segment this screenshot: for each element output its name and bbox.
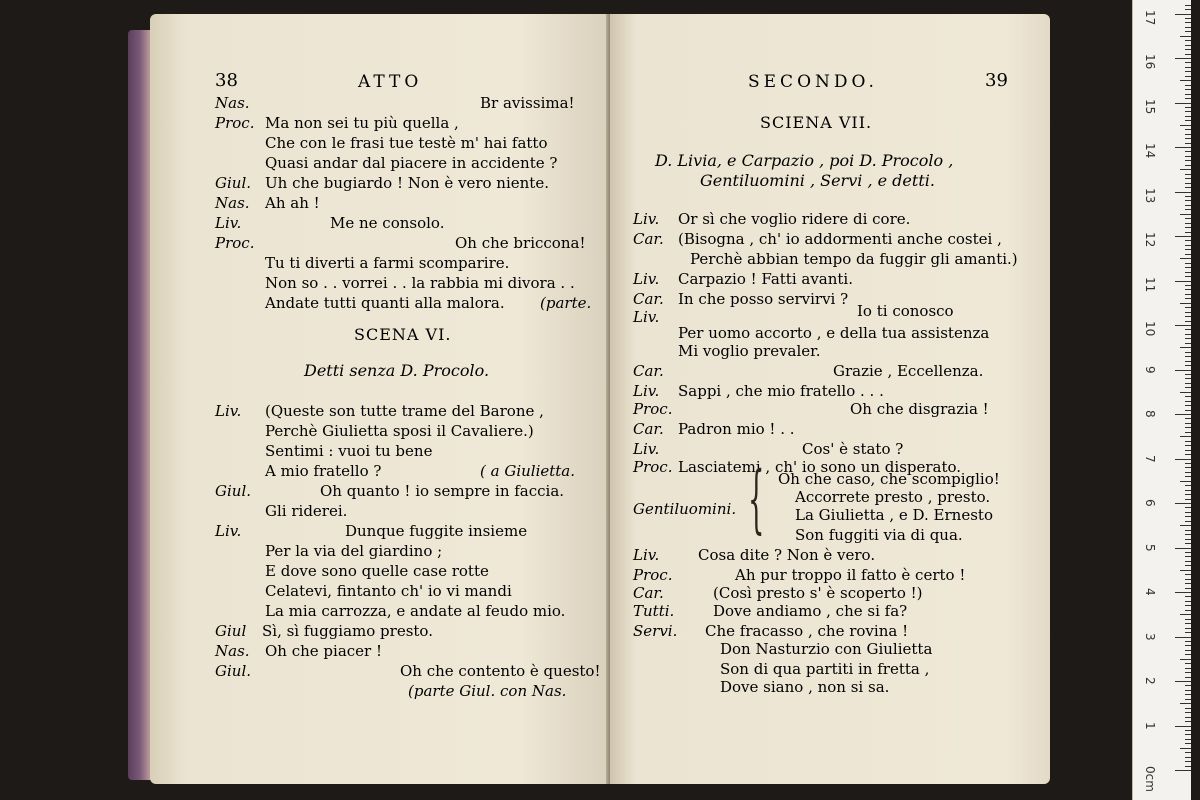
ruler-tick (1185, 521, 1191, 522)
ruler-tick (1180, 258, 1191, 259)
ruler-tick (1185, 343, 1191, 344)
ruler-tick (1175, 58, 1191, 59)
stage-direction: (parte. (540, 294, 592, 312)
ruler-number: 6 (1143, 499, 1157, 507)
verse-line: Cos' è stato ? (802, 440, 904, 458)
verse-line: Oh che disgrazia ! (850, 400, 989, 418)
ruler-tick (1185, 441, 1191, 442)
ruler-tick (1185, 445, 1191, 446)
speaker: Proc. (633, 566, 673, 584)
ruler-tick (1175, 592, 1191, 593)
ruler-number: 14 (1143, 143, 1157, 159)
ruler-tick (1185, 619, 1191, 620)
verse-line: Br avissima! (480, 94, 575, 112)
ruler-number: 4 (1143, 588, 1157, 596)
ruler-tick (1185, 663, 1191, 664)
verse-line: Ma non sei tu più quella , (265, 114, 459, 132)
speaker: Nas. (215, 194, 250, 212)
ruler-tick (1185, 405, 1191, 406)
ruler-tick (1185, 699, 1191, 700)
verse-line: Don Nasturzio con Giulietta (720, 640, 933, 658)
ruler-tick (1185, 285, 1191, 286)
ruler-tick (1185, 672, 1191, 673)
ruler-tick (1175, 147, 1191, 148)
ruler-tick (1180, 169, 1191, 170)
ruler-tick (1180, 481, 1191, 482)
verse-line: La Giulietta , e D. Ernesto (795, 506, 993, 524)
ruler-tick (1185, 565, 1191, 566)
ruler-tick (1180, 748, 1191, 749)
speaker: Car. (633, 584, 664, 602)
ruler-tick (1185, 450, 1191, 451)
ruler-tick (1185, 534, 1191, 535)
ruler-tick (1185, 54, 1191, 55)
speaker: Liv. (633, 210, 660, 228)
ruler-tick (1185, 418, 1191, 419)
ruler-tick (1185, 143, 1191, 144)
ruler-tick (1185, 752, 1191, 753)
ruler-tick (1180, 570, 1191, 571)
ruler-tick (1185, 263, 1191, 264)
ruler-tick (1185, 387, 1191, 388)
ruler-tick (1185, 209, 1191, 210)
ruler-tick (1185, 516, 1191, 517)
verse-line: Dove siano , non si sa. (720, 678, 890, 696)
ruler-tick (1185, 690, 1191, 691)
verse-line: (Bisogna , ch' io addormenti anche costei , (678, 230, 1002, 248)
ruler-tick (1185, 196, 1191, 197)
ruler-number: 12 (1143, 232, 1157, 248)
ruler-tick (1185, 556, 1191, 557)
ruler-tick (1185, 31, 1191, 32)
chorus-speaker: Gentiluomini. (633, 500, 737, 518)
ruler-tick (1185, 761, 1191, 762)
ruler-tick (1185, 67, 1191, 68)
ruler-tick (1185, 596, 1191, 597)
ruler-tick (1185, 85, 1191, 86)
ruler-number: 3 (1143, 632, 1157, 641)
verse-line: Oh che piacer ! (265, 642, 383, 660)
brace: { (748, 456, 765, 542)
left-running-head: ATTO (358, 72, 423, 92)
ruler-tick (1185, 240, 1191, 241)
ruler-number: 7 (1143, 454, 1157, 463)
ruler-tick (1185, 356, 1191, 357)
ruler-tick (1185, 232, 1191, 233)
ruler-number: 2 (1143, 677, 1157, 685)
verse-line: Sentimi : vuoi tu bene (265, 442, 433, 460)
ruler-tick (1185, 111, 1191, 112)
ruler-tick (1185, 485, 1191, 486)
verse-line: Uh che bugiardo ! Non è vero niente. (265, 174, 549, 192)
ruler-tick (1185, 276, 1191, 277)
verse-line: Sappi , che mio fratello . . . (678, 382, 884, 400)
ruler-number: 10 (1143, 321, 1157, 337)
verse-line: Gli riderei. (265, 502, 348, 520)
verse-line: Mi voglio prevaler. (678, 342, 821, 360)
ruler-tick (1185, 432, 1191, 433)
ruler-tick (1185, 227, 1191, 228)
ruler-tick (1185, 107, 1191, 108)
ruler-tick (1185, 427, 1191, 428)
verse-line: Lasciatemi , ch' io sono un disperato. (678, 458, 962, 476)
ruler-tick (1175, 548, 1191, 549)
ruler-tick (1185, 610, 1191, 611)
ruler-tick (1185, 129, 1191, 130)
ruler-tick (1185, 650, 1191, 651)
ruler-tick (1185, 601, 1191, 602)
ruler-tick (1185, 743, 1191, 744)
scene-subtitle: Gentiluomini , Servi , e detti. (700, 171, 935, 190)
ruler-tick (1180, 36, 1191, 37)
verse-line: Per la via del giardino ; (265, 542, 443, 560)
ruler-number: 0cm (1143, 766, 1157, 792)
ruler-tick (1185, 396, 1191, 397)
ruler-number: 17 (1143, 9, 1157, 25)
ruler-tick (1180, 303, 1191, 304)
ruler-tick (1185, 223, 1191, 224)
ruler-tick (1185, 49, 1191, 50)
ruler-number: 1 (1143, 721, 1157, 730)
ruler-tick (1175, 726, 1191, 727)
speaker: Liv. (633, 440, 660, 458)
ruler-tick (1185, 641, 1191, 642)
verse-line: Perchè abbian tempo da fuggir gli amanti.) (690, 250, 1018, 268)
ruler-tick (1185, 757, 1191, 758)
speaker: Giul. (215, 662, 252, 680)
ruler-tick (1175, 236, 1191, 237)
speaker: Liv. (633, 308, 660, 326)
ruler-tick (1185, 338, 1191, 339)
ruler-tick (1185, 654, 1191, 655)
ruler-tick (1185, 134, 1191, 135)
verse-line: Grazie , Eccellenza. (833, 362, 984, 380)
ruler-tick (1185, 218, 1191, 219)
ruler-number: 5 (1143, 543, 1157, 552)
verse-line: Non so . . vorrei . . la rabbia mi divora . . (265, 274, 575, 292)
ruler-tick (1185, 543, 1191, 544)
ruler-tick (1180, 703, 1191, 704)
verse-line: Oh che contento è questo! (400, 662, 601, 680)
ruler-tick (1185, 98, 1191, 99)
speaker: Car. (633, 420, 664, 438)
ruler-tick (1185, 708, 1191, 709)
ruler-tick (1185, 694, 1191, 695)
ruler-tick (1175, 281, 1191, 282)
verse-line: Ah ah ! (265, 194, 320, 212)
ruler-tick (1185, 352, 1191, 353)
left-page-number: 38 (215, 70, 238, 91)
speaker: Nas. (215, 94, 250, 112)
verse-line: Oh quanto ! io sempre in faccia. (320, 482, 565, 500)
ruler-tick (1185, 383, 1191, 384)
right-running-head: SECONDO. (748, 72, 878, 92)
speaker: Proc. (633, 458, 673, 476)
ruler-tick (1180, 436, 1191, 437)
ruler-tick (1185, 316, 1191, 317)
ruler-tick (1185, 89, 1191, 90)
speaker: Liv. (215, 522, 242, 540)
ruler-tick (1185, 27, 1191, 28)
ruler-tick (1185, 423, 1191, 424)
speaker: Proc. (633, 400, 673, 418)
ruler-tick (1175, 503, 1191, 504)
ruler-tick (1185, 668, 1191, 669)
ruler-tick (1185, 374, 1191, 375)
ruler-tick (1180, 614, 1191, 615)
verse-line: Ah pur troppo il fatto è certo ! (735, 566, 966, 584)
verse-line: Tu ti diverti a farmi scomparire. (265, 254, 510, 272)
verse-line: Che fracasso , che rovina ! (705, 622, 909, 640)
verse-line: Accorrete presto , presto. (795, 488, 991, 506)
speaker: Giul. (215, 482, 252, 500)
verse-line: Che con le frasi tue testè m' hai fatto (265, 134, 548, 152)
ruler-tick (1180, 80, 1191, 81)
ruler-tick (1185, 512, 1191, 513)
verse-line: Son fuggiti via di qua. (795, 526, 963, 544)
scene-subtitle: D. Livia, e Carpazio , poi D. Procolo , (655, 151, 954, 170)
ruler-tick (1185, 490, 1191, 491)
ruler-tick (1185, 174, 1191, 175)
ruler-tick (1185, 200, 1191, 201)
ruler-tick (1185, 539, 1191, 540)
ruler-tick (1185, 677, 1191, 678)
ruler-tick (1185, 160, 1191, 161)
ruler-tick (1185, 583, 1191, 584)
speaker: Proc. (215, 234, 255, 252)
ruler-tick (1180, 125, 1191, 126)
ruler-tick (1175, 770, 1191, 771)
ruler-tick (1185, 18, 1191, 19)
ruler-tick (1175, 681, 1191, 682)
ruler-tick (1185, 552, 1191, 553)
verse-line: Me ne consolo. (330, 214, 445, 232)
verse-line: Perchè Giulietta sposi il Cavaliere.) (265, 422, 534, 440)
ruler-tick (1185, 5, 1191, 6)
verse-line: Cosa dite ? Non è vero. (698, 546, 876, 564)
ruler-tick (1185, 579, 1191, 580)
verse-line: Celatevi, fintanto ch' io vi mandi (265, 582, 512, 600)
ruler-tick (1185, 40, 1191, 41)
ruler-tick (1185, 22, 1191, 23)
ruler-tick (1185, 632, 1191, 633)
verse-line: Oh che briccona! (455, 234, 586, 252)
ruler-tick (1185, 721, 1191, 722)
ruler-tick (1185, 205, 1191, 206)
ruler-tick (1185, 289, 1191, 290)
ruler-tick (1185, 267, 1191, 268)
speaker: Liv. (215, 402, 242, 420)
ruler-tick (1185, 329, 1191, 330)
verse-line: Dunque fuggite insieme (345, 522, 528, 540)
scene-subtitle: Detti senza D. Procolo. (304, 361, 490, 380)
verse-line: Andate tutti quanti alla malora. (265, 294, 505, 312)
ruler-tick (1185, 249, 1191, 250)
speaker: Giul. (215, 174, 252, 192)
ruler-tick (1185, 165, 1191, 166)
ruler-tick (1185, 628, 1191, 629)
speaker: Car. (633, 362, 664, 380)
ruler-tick (1185, 588, 1191, 589)
speaker: Nas. (215, 642, 250, 660)
ruler-tick (1185, 454, 1191, 455)
ruler-tick (1175, 192, 1191, 193)
speaker: Proc. (215, 114, 255, 132)
verse-line: Oh che caso, che scompiglio! (778, 470, 1000, 488)
ruler-number: 16 (1143, 54, 1157, 70)
ruler-tick (1185, 561, 1191, 562)
ruler-tick (1185, 530, 1191, 531)
ruler-tick (1185, 151, 1191, 152)
ruler-tick (1180, 347, 1191, 348)
ruler-tick (1185, 476, 1191, 477)
verse-line: Dove andiamo , che si fa? (713, 602, 908, 620)
ruler-tick (1185, 178, 1191, 179)
ruler-tick (1185, 463, 1191, 464)
verse-line: Padron mio ! . . (678, 420, 795, 438)
verse-line: E dove sono quelle case rotte (265, 562, 489, 580)
ruler-tick (1185, 605, 1191, 606)
ruler-tick (1185, 507, 1191, 508)
ruler-number: 9 (1143, 365, 1157, 374)
stage-direction: ( a Giulietta. (480, 462, 576, 480)
ruler-number: 11 (1143, 276, 1157, 292)
verse-line: A mio fratello ? (265, 462, 382, 480)
ruler-tick (1185, 94, 1191, 95)
ruler-tick (1180, 659, 1191, 660)
ruler-tick (1180, 214, 1191, 215)
ruler-tick (1185, 9, 1191, 10)
speaker: Car. (633, 230, 664, 248)
verse-line: Per uomo accorto , e della tua assistenza (678, 324, 990, 342)
ruler-tick (1185, 401, 1191, 402)
ruler-tick (1185, 138, 1191, 139)
ruler-tick (1185, 62, 1191, 63)
ruler-tick (1185, 378, 1191, 379)
verse-line: Son di qua partiti in fretta , (720, 660, 930, 678)
ruler-tick (1185, 312, 1191, 313)
ruler-tick (1175, 637, 1191, 638)
ruler-tick (1185, 183, 1191, 184)
ruler-tick (1185, 734, 1191, 735)
verse-line: (Così presto s' è scoperto !) (713, 584, 923, 602)
speaker: Liv. (633, 270, 660, 288)
speaker: Giul (215, 622, 247, 640)
ruler-tick (1185, 467, 1191, 468)
ruler-tick (1180, 525, 1191, 526)
ruler-tick (1185, 499, 1191, 500)
ruler-tick (1185, 187, 1191, 188)
ruler-tick (1185, 272, 1191, 273)
ruler-tick (1185, 730, 1191, 731)
ruler-tick (1175, 103, 1191, 104)
ruler-tick (1180, 392, 1191, 393)
ruler-tick (1185, 361, 1191, 362)
speaker: Liv. (633, 382, 660, 400)
stage-direction: (parte Giul. con Nas. (408, 682, 567, 700)
ruler-tick (1185, 766, 1191, 767)
verse-line: Sì, sì fuggiamo presto. (262, 622, 433, 640)
ruler-number: 8 (1143, 410, 1157, 418)
ruler-tick (1185, 254, 1191, 255)
scene-title: SCENA VI. (354, 325, 452, 344)
speaker: Liv. (633, 546, 660, 564)
ruler-tick (1185, 245, 1191, 246)
speaker: Car. (633, 290, 664, 308)
ruler-tick (1185, 410, 1191, 411)
ruler-tick (1185, 298, 1191, 299)
speaker: Servi. (633, 622, 678, 640)
ruler-tick (1185, 334, 1191, 335)
ruler-tick (1185, 116, 1191, 117)
ruler-tick (1185, 494, 1191, 495)
ruler-tick (1185, 307, 1191, 308)
scene-title: SCIENA VII. (760, 113, 873, 132)
ruler-tick (1185, 76, 1191, 77)
ruler-tick (1185, 623, 1191, 624)
ruler-number: 15 (1143, 98, 1157, 114)
speaker: Liv. (215, 214, 242, 232)
verse-line: Carpazio ! Fatti avanti. (678, 270, 853, 288)
ruler-tick (1185, 294, 1191, 295)
verse-line: Or sì che voglio ridere di core. (678, 210, 911, 228)
right-page-number: 39 (985, 70, 1008, 91)
ruler-tick (1185, 685, 1191, 686)
ruler-number: 13 (1143, 187, 1157, 203)
verse-line: Io ti conosco (857, 302, 954, 320)
ruler-tick (1185, 472, 1191, 473)
ruler-tick (1175, 325, 1191, 326)
ruler-tick (1185, 45, 1191, 46)
ruler-tick (1185, 321, 1191, 322)
ruler-tick (1185, 365, 1191, 366)
ruler-tick (1185, 739, 1191, 740)
verse-line: Quasi andar dal piacere in accidente ? (265, 154, 558, 172)
verse-line: La mia carrozza, e andate al feudo mio. (265, 602, 566, 620)
ruler-tick (1185, 717, 1191, 718)
ruler-tick (1175, 14, 1191, 15)
ruler-tick (1185, 712, 1191, 713)
ruler-tick (1175, 370, 1191, 371)
measuring-ruler (1132, 0, 1191, 800)
ruler-tick (1175, 459, 1191, 460)
speaker: Tutti. (633, 602, 675, 620)
ruler-tick (1185, 120, 1191, 121)
verse-line: (Queste son tutte trame del Barone , (265, 402, 544, 420)
ruler-tick (1185, 645, 1191, 646)
verse-line: In che posso servirvi ? (678, 290, 849, 308)
ruler-tick (1185, 574, 1191, 575)
ruler-tick (1185, 71, 1191, 72)
ruler-tick (1175, 414, 1191, 415)
ruler-tick (1185, 156, 1191, 157)
